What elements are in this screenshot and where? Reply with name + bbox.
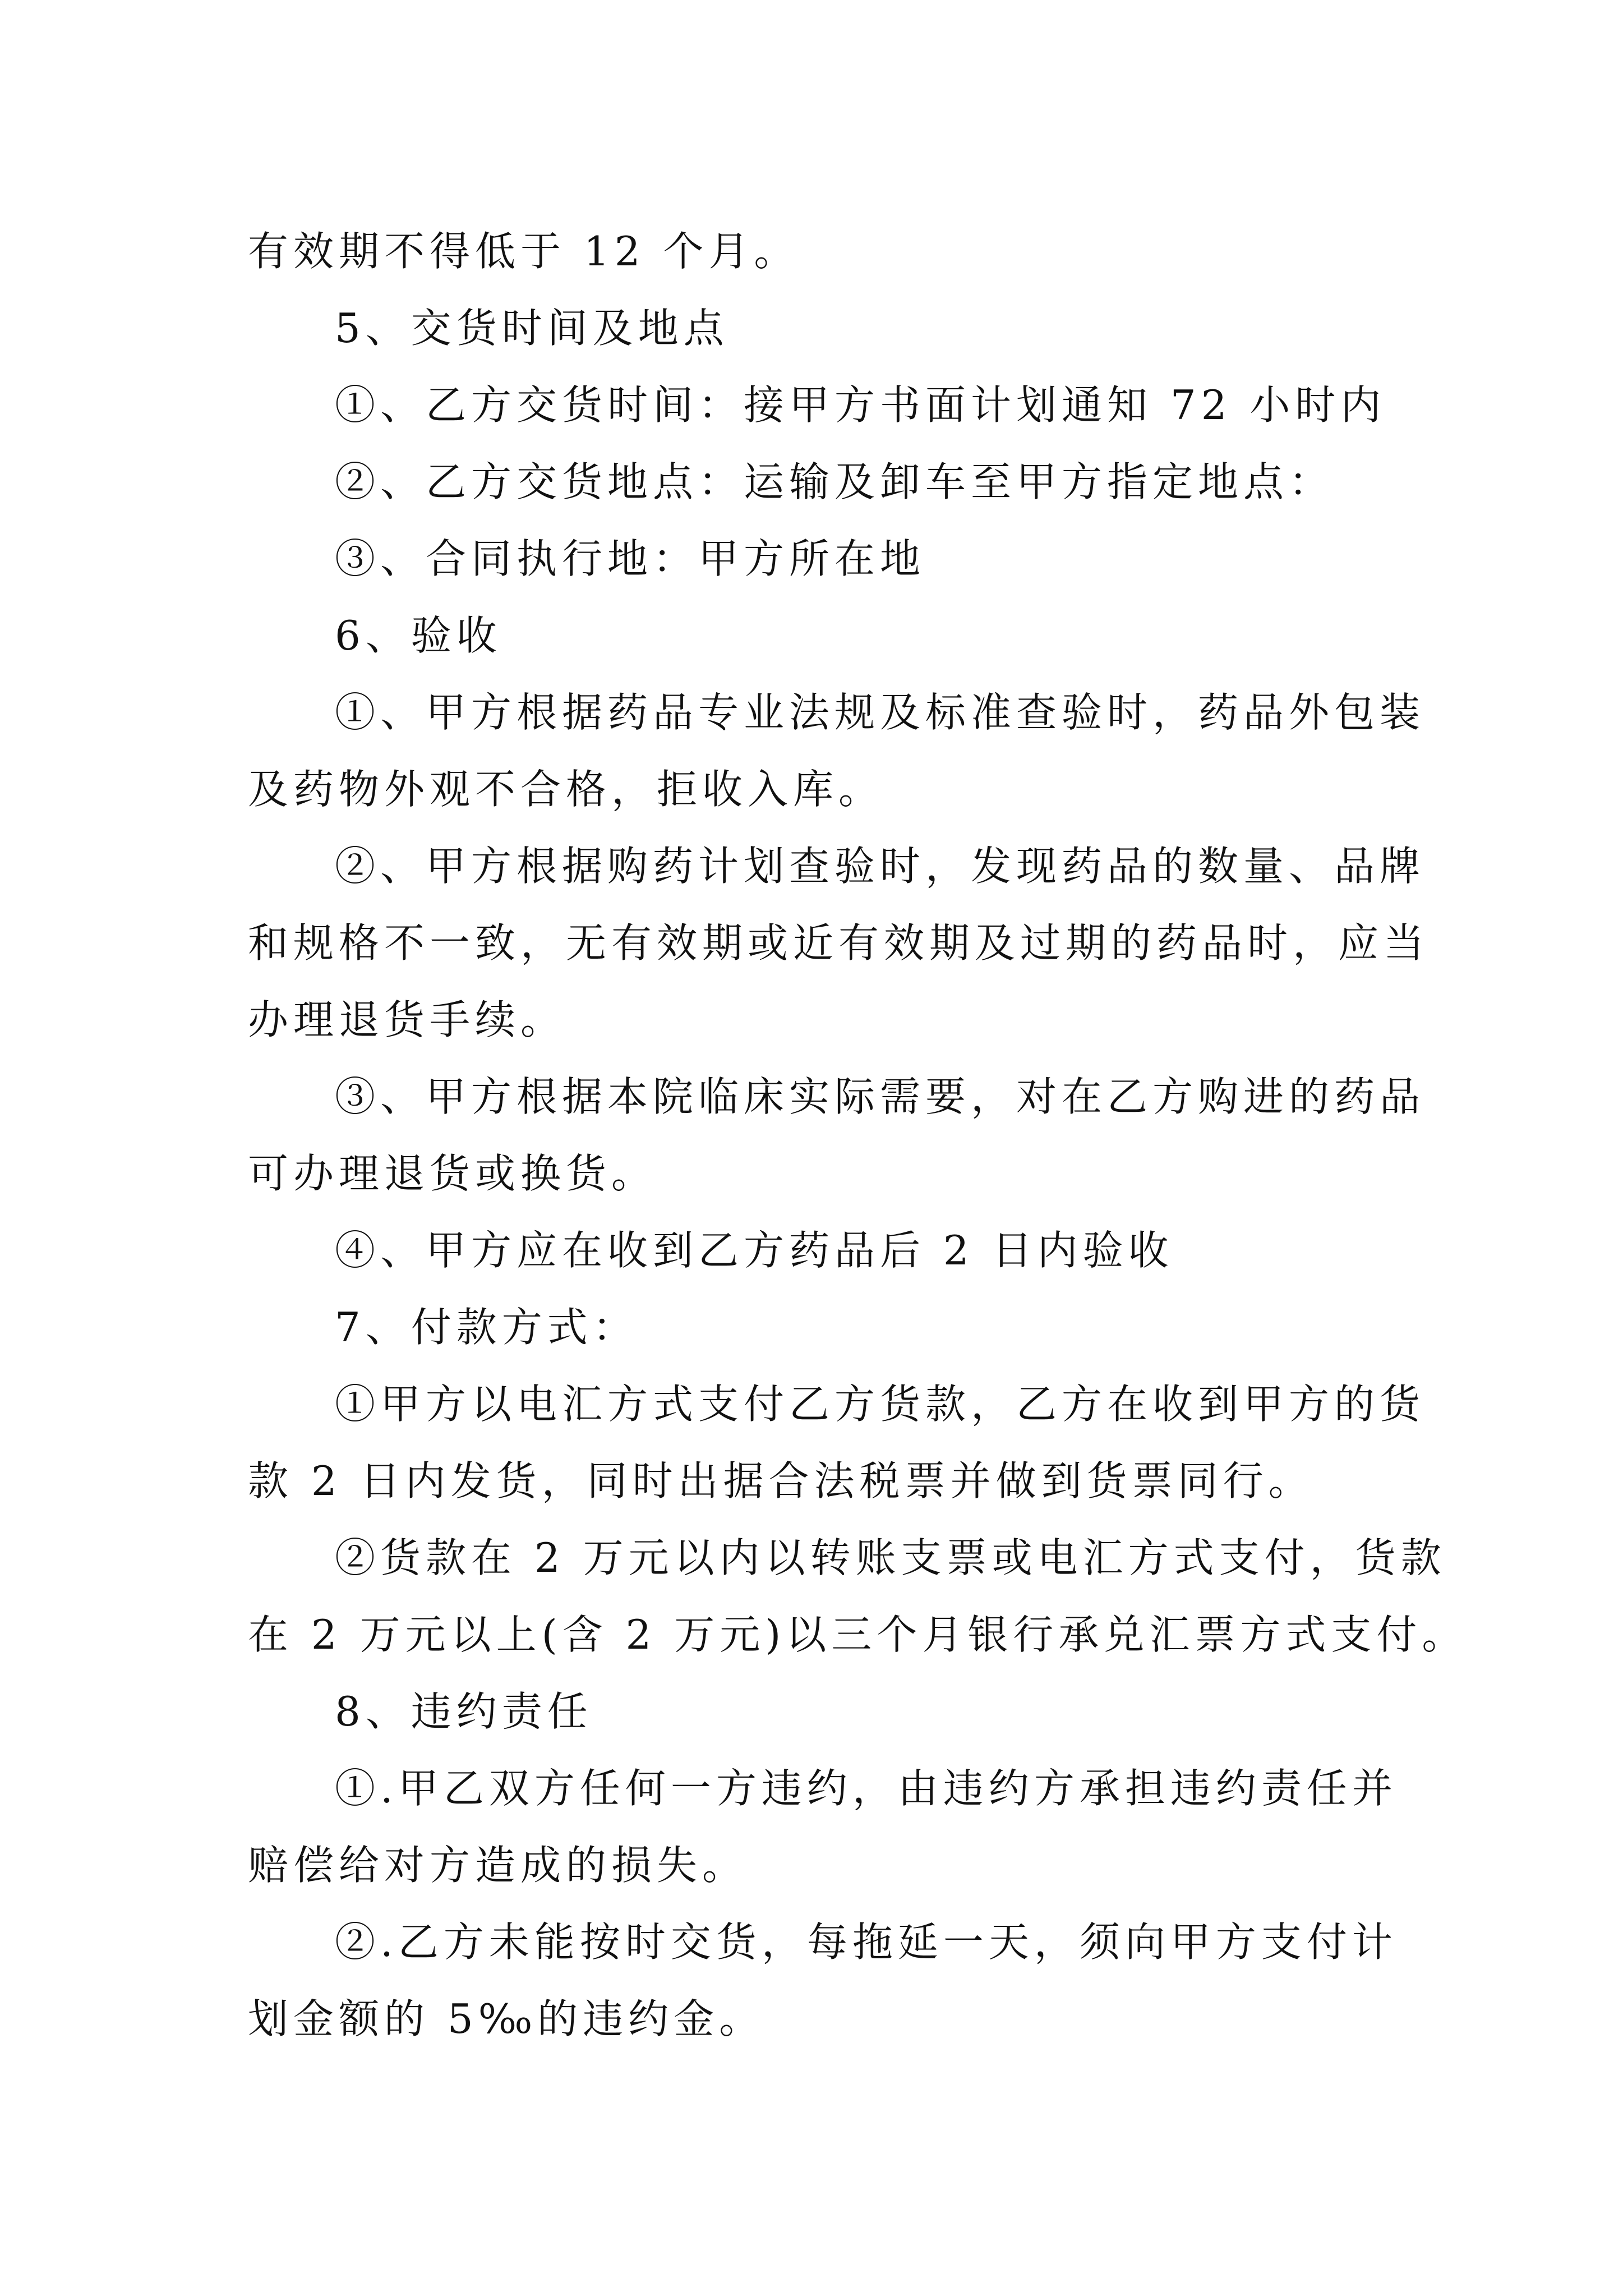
document-body bbox=[248, 213, 1468, 2058]
text-line: ①、乙方交货时间：接甲方书面计划通知 72 小时内 bbox=[335, 381, 1386, 429]
text-line: ③、甲方根据本院临床实际需要，对在乙方购进的药品 bbox=[335, 1073, 1426, 1120]
section-heading-delivery: 5、交货时间及地点 bbox=[335, 305, 729, 352]
text-line: 款 2 日内发货，同时出据合法税票并做到货票同行。 bbox=[248, 1457, 1314, 1504]
text-line: ②.乙方未能按时交货，每拖延一天，须向甲方支付计 bbox=[335, 1918, 1398, 1966]
text-line: ②、甲方根据购药计划查验时，发现药品的数量、品牌 bbox=[335, 843, 1426, 890]
section-heading-acceptance: 6、验收 bbox=[335, 612, 502, 659]
text-line: 划金额的 5‰的违约金。 bbox=[248, 1995, 765, 2042]
text-line: ③、合同执行地：甲方所在地 bbox=[335, 535, 926, 582]
section-heading-liability: 8、违约责任 bbox=[335, 1688, 593, 1735]
text-line: 在 2 万元以上(含 2 万元)以三个月银行承兑汇票方式支付。 bbox=[248, 1611, 1468, 1658]
text-line: ②货款在 2 万元以内以转账支票或电汇方式支付，货款 bbox=[335, 1534, 1446, 1581]
text-line: 和规格不一致，无有效期或近有效期及过期的药品时，应当 bbox=[248, 919, 1430, 967]
text-line: ④、甲方应在收到乙方药品后 2 日内验收 bbox=[335, 1227, 1174, 1274]
text-line: ①甲方以电汇方式支付乙方货款，乙方在收到甲方的货 bbox=[335, 1381, 1426, 1428]
text-line: 有效期不得低于 12 个月。 bbox=[248, 228, 800, 275]
text-line: ①、甲方根据药品专业法规及标准查验时，药品外包装 bbox=[335, 689, 1426, 736]
text-line: 赔偿给对方造成的损失。 bbox=[248, 1842, 748, 1889]
text-line: 办理退货手续。 bbox=[248, 996, 566, 1043]
section-heading-payment: 7、付款方式： bbox=[335, 1304, 638, 1351]
text-line: ①.甲乙双方任何一方违约，由违约方承担违约责任并 bbox=[335, 1765, 1398, 1812]
text-line: 可办理退货或换货。 bbox=[248, 1150, 657, 1197]
text-line: ②、乙方交货地点：运输及卸车至甲方指定地点： bbox=[335, 458, 1335, 505]
text-line: 及药物外观不合格，拒收入库。 bbox=[248, 766, 884, 813]
